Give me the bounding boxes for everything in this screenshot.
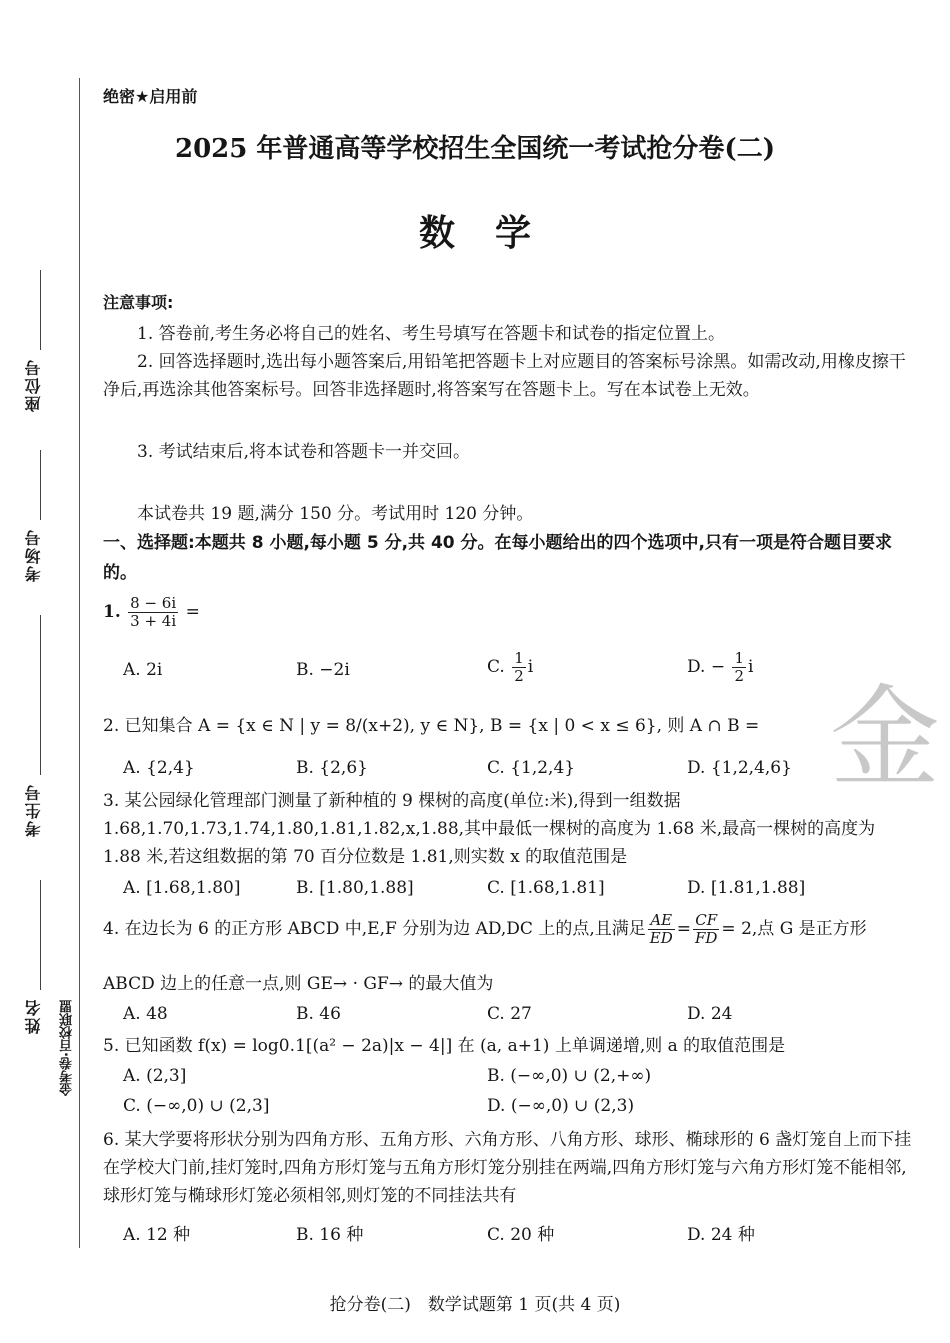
q1-equals: = [185, 602, 200, 622]
question-4: 4. 在边长为 6 的正方形 ABCD 中,E,F 分别为边 AD,DC 上的点,且满足 $\frac{AE}{ED}$ = $\frac{CF}{FD}$ = 2,点 G 是正方形 [103, 911, 867, 947]
q4-fraction-cf-fd [693, 912, 719, 947]
frac-num: CF [693, 912, 719, 930]
q1-numerator: 8 − 6i [130, 594, 177, 612]
q1-option-c-fraction [512, 650, 526, 685]
brand-label: 金考卷·百校联盟 [60, 1000, 75, 1096]
q6-option-c[interactable]: C. 20 种 [487, 1225, 555, 1245]
question-3: 3. 某公园绿化管理部门测量了新种植的 9 棵树的高度(单位:米),得到一组数据 1.68,1.70,1.73,1.74,1.80,1.81,1.82,x,1.88,其中最低一棵树的高度为 1.68 米,最高一棵树的高度为 1.88 米,若这组数据的第 70 百分位数是 1.81,则实数 x 的取值范围是 [103, 791, 876, 867]
q5-option-d[interactable]: D. (−∞,0) ∪ (2,3) [487, 1096, 635, 1116]
q1-option-b[interactable]: B. −2i [296, 660, 350, 680]
q4-option-d[interactable]: D. 24 [687, 1004, 733, 1024]
q1-option-d[interactable] [687, 650, 753, 685]
question-5: 5. 已知函数 f(x) = log0.1[(a² − 2a)|x − 4|] 在 (a, a+1) 上单调递增,则 a 的取值范围是 [103, 1036, 786, 1056]
watermark-logo: 金 [830, 674, 940, 802]
frac-den: FD [694, 929, 718, 947]
frac-den: 2 [734, 667, 745, 685]
q5-option-a[interactable]: A. (2,3] [123, 1066, 187, 1086]
q5-option-c[interactable]: C. (−∞,0) ∪ (2,3] [123, 1096, 270, 1116]
candidate-no-label: 考生号 [24, 783, 43, 837]
q3-option-b[interactable]: B. [1.80,1.88] [296, 878, 414, 898]
q2-option-b[interactable]: B. {2,6} [296, 758, 368, 778]
page-footer: 抢分卷(二) 数学试题第 1 页(共 4 页) [329, 1295, 621, 1315]
notice-heading: 注意事项: [103, 293, 174, 312]
frac-den: 2 [514, 667, 524, 685]
question-number: 1. [103, 602, 121, 622]
question-4-line-2: ABCD 边上的任意一点,则 GE→ · GF→ 的最大值为 [103, 974, 494, 994]
notice-item-2: 2. 回答选择题时,选出每小题答案后,用铅笔把答题卡上对应题目的答案标号涂黑。如需改动,用橡皮擦干净后,再选涂其他答案标号。回答非选择题时,将答案写在答题卡上。写在本试卷上无效。 [103, 352, 906, 400]
notice-item-1: 1. 答卷前,考生务必将自己的姓名、考生号填写在答题卡和试卷的指定位置上。 [137, 324, 726, 344]
q1-option-d-label: D. − [687, 657, 726, 677]
room-label: 考场号 [24, 528, 43, 582]
q3-option-c[interactable]: C. [1.68,1.81] [487, 878, 605, 898]
q3-option-d[interactable]: D. [1.81,1.88] [687, 878, 806, 898]
q2-option-d[interactable]: D. {1,2,4,6} [687, 758, 792, 778]
q4-fraction-ae-ed [648, 912, 675, 947]
question-2: 2. 已知集合 A = {x ∈ N | y = 8/(x+2), y ∈ N}, B = {x | 0 < x ≤ 6}, 则 A ∩ B = [103, 716, 760, 736]
subject-title: 数学 [418, 212, 571, 254]
frac-den: ED [649, 929, 673, 947]
q1-option-d-fraction [732, 650, 746, 685]
notice-item-3: 3. 考试结束后,将本试卷和答题卡一并交回。 [137, 442, 471, 462]
q1-fraction [128, 595, 178, 630]
q3-option-a[interactable]: A. [1.68,1.80] [123, 878, 241, 898]
q1-option-d-tail: i [748, 657, 754, 677]
q1-denominator: 3 + 4i [130, 612, 177, 630]
q1-option-c-label: C. [487, 657, 505, 677]
q6-option-d[interactable]: D. 24 种 [687, 1225, 755, 1245]
candidate-no-field[interactable] [22, 615, 52, 855]
q1-option-c-tail: i [527, 657, 534, 677]
q6-option-a[interactable]: A. 12 种 [123, 1225, 191, 1245]
q4-option-a[interactable]: A. 48 [123, 1004, 168, 1024]
name-field[interactable] [22, 880, 52, 1050]
q2-option-c[interactable]: C. {1,2,4} [487, 758, 576, 778]
q4-option-b[interactable]: B. 46 [296, 1004, 341, 1024]
q1-option-a[interactable]: A. 2i [123, 660, 163, 680]
seat-label: 座位号 [24, 358, 43, 412]
name-label: 姓名 [24, 998, 43, 1034]
q2-option-a[interactable]: A. {2,4} [123, 758, 195, 778]
frac-num: 1 [514, 649, 524, 667]
q4-option-c[interactable]: C. 27 [487, 1004, 532, 1024]
question-6: 6. 某大学要将形状分别为四角方形、五角方形、六角方形、八角方形、球形、椭球形的 6 盏灯笼自上而下挂在学校大门前,挂灯笼时,四角方形灯笼与五角方形灯笼分别挂在两端,四角方形灯笼与六角方形灯笼不能相邻,球形灯笼与椭球形灯笼必须相邻,则灯笼的不同挂法共有 [103, 1130, 912, 1206]
confidential-mark: 绝密★启用前 [103, 87, 198, 106]
q5-option-b[interactable]: B. (−∞,0) ∪ (2,+∞) [487, 1066, 652, 1086]
exam-title: 2025 年普通高等学校招生全国统一考试抢分卷(二) [174, 134, 776, 164]
q1-option-c[interactable] [487, 650, 533, 685]
question-1 [103, 595, 915, 630]
frac-num: AE [648, 912, 675, 930]
q6-option-b[interactable]: B. 16 种 [296, 1225, 364, 1245]
section-heading: 一、选择题:本题共 8 小题,每小题 5 分,共 40 分。在每小题给出的四个选项中,只有一项是符合题目要求的。 [103, 533, 892, 583]
frac-num: 1 [734, 649, 745, 667]
q4-stem-part-b: = 2,点 G 是正方形 [721, 919, 867, 939]
seat-field[interactable] [22, 270, 52, 430]
q4-stem-part-a: 4. 在边长为 6 的正方形 ABCD 中,E,F 分别为边 AD,DC 上的点,且满足 [103, 919, 646, 939]
exam-summary: 本试卷共 19 题,满分 150 分。考试用时 120 分钟。 [137, 504, 534, 524]
room-field[interactable] [22, 450, 52, 600]
